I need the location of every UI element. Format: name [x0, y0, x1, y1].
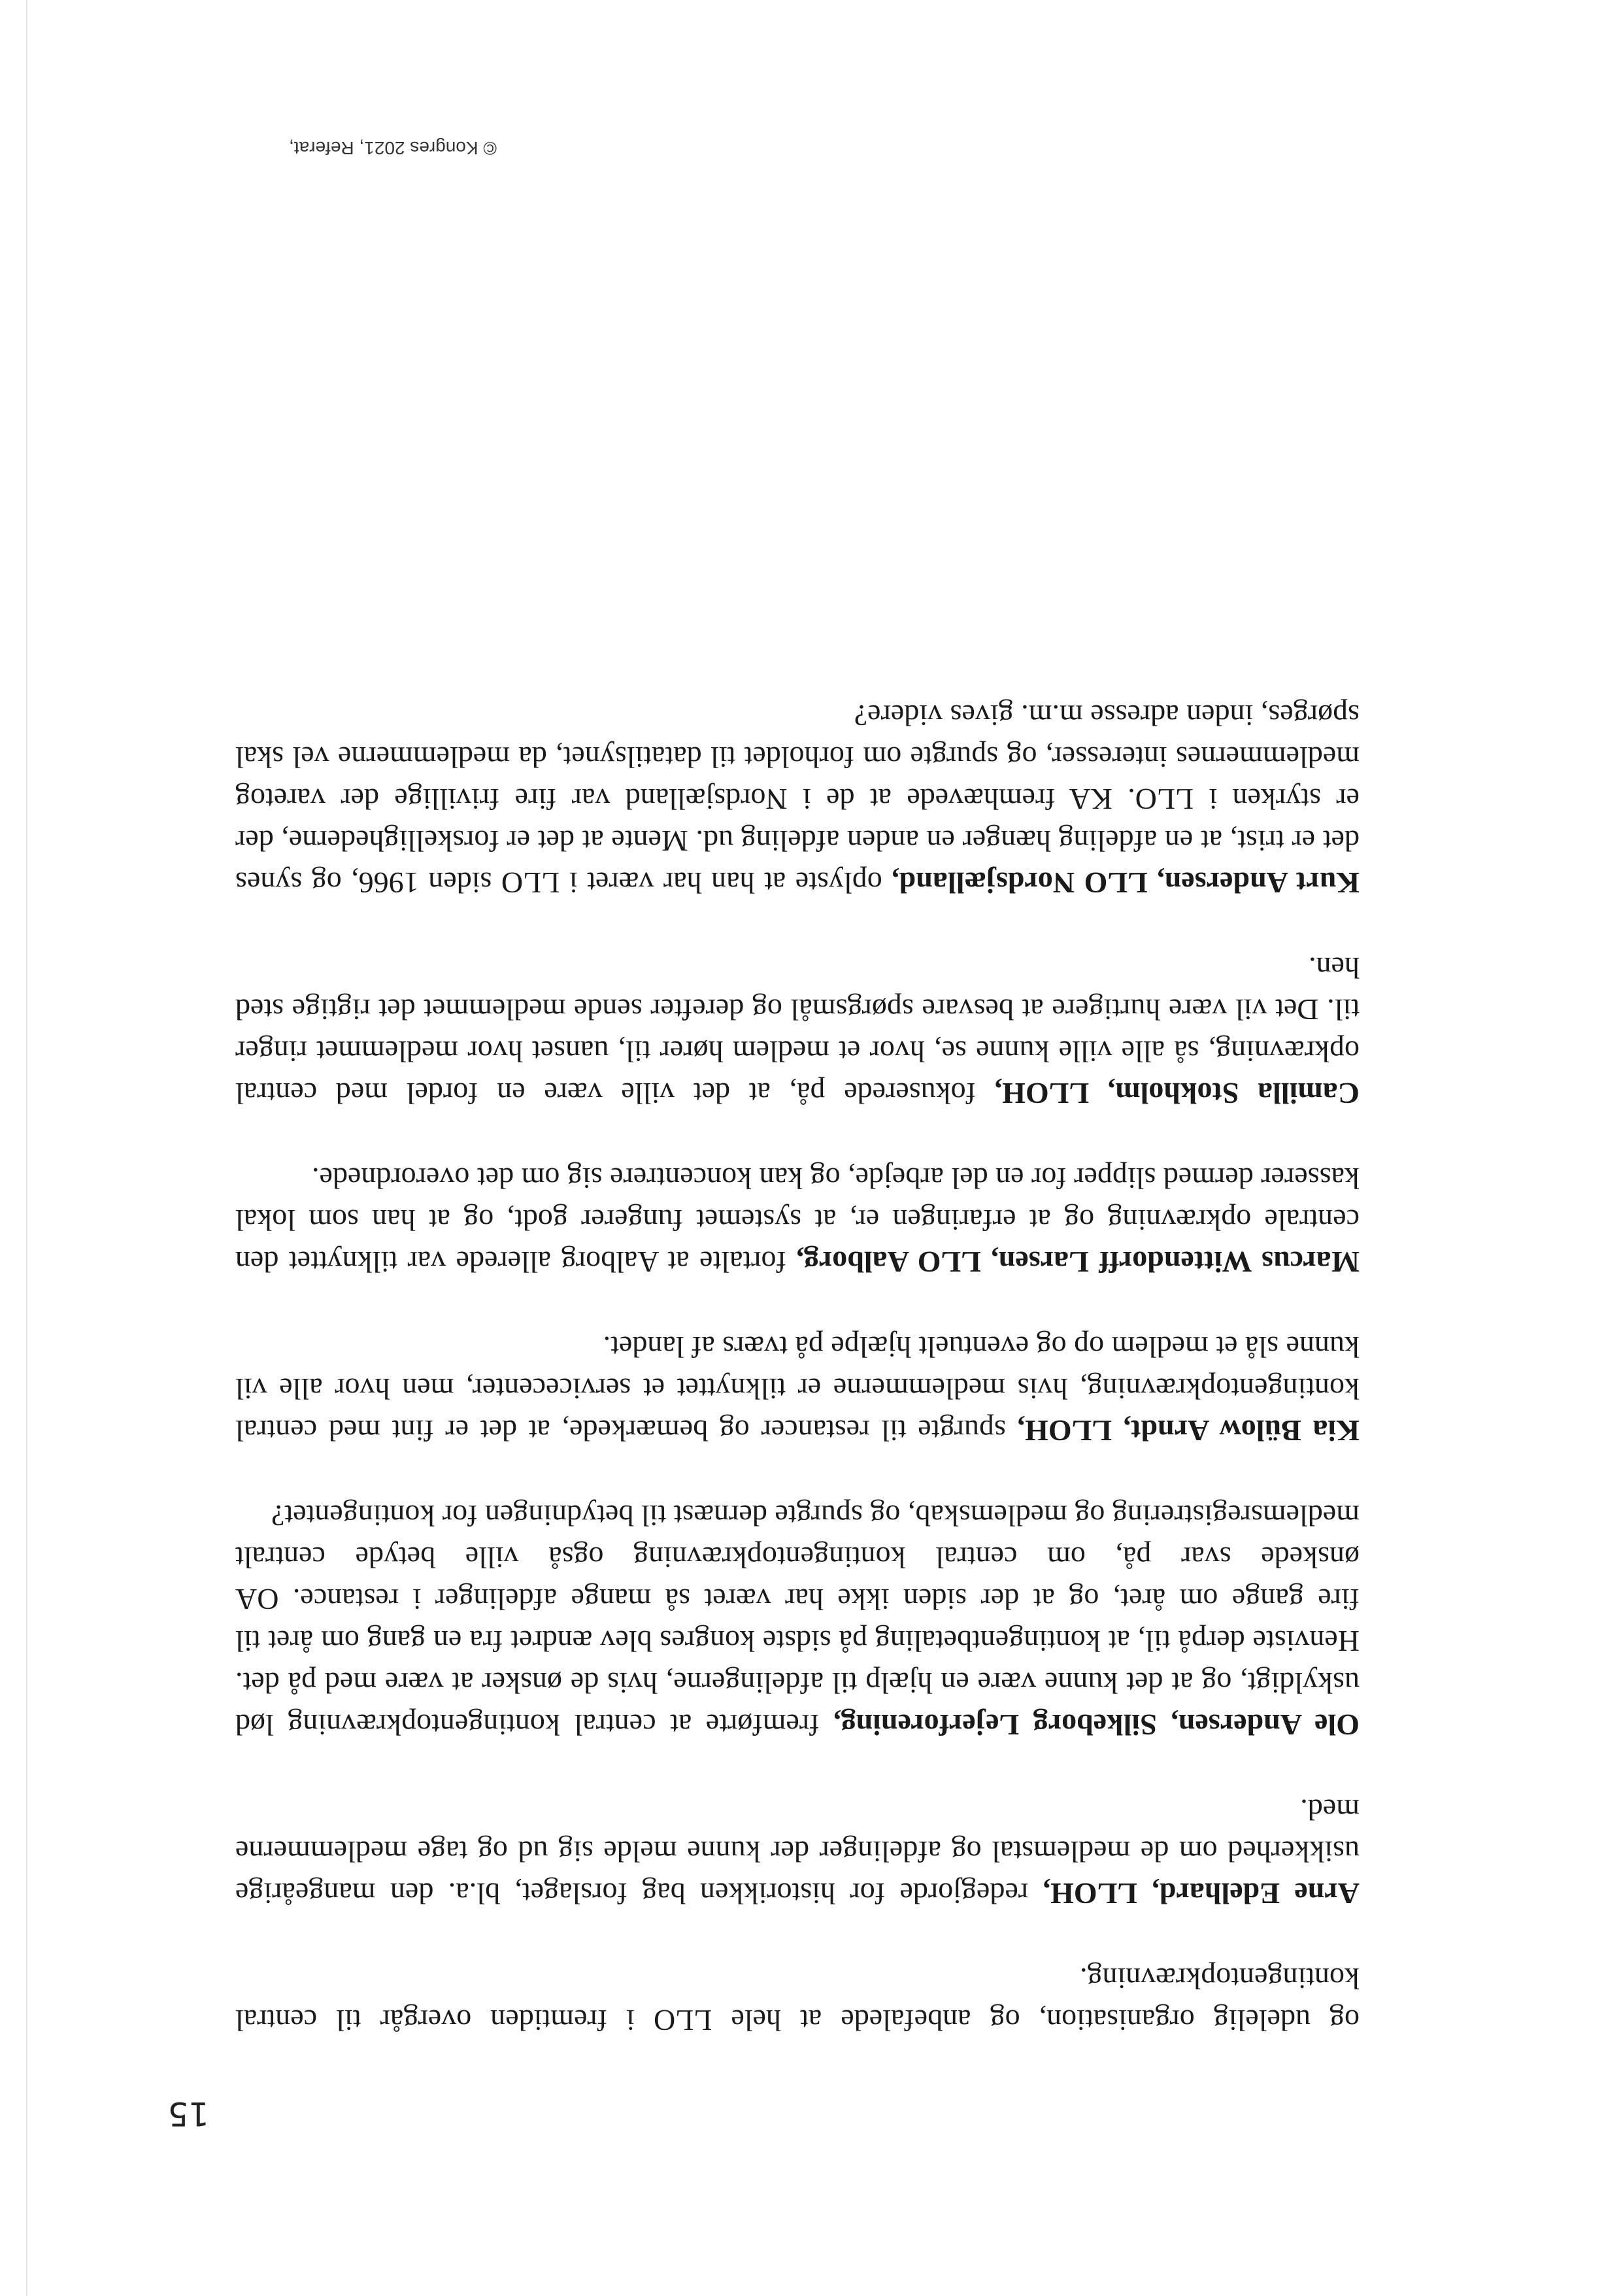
- paragraph: [235, 1157, 1360, 1283]
- paragraph: [235, 1326, 1360, 1451]
- paragraph: [235, 1494, 1360, 1746]
- speaker-name: Ole Andersen, Silkeborg Lejerforening,: [833, 1708, 1360, 1742]
- speaker-name: Camilla Stokholm, LLOH,: [994, 1077, 1360, 1110]
- footer: © Kongres 2021, Referat,: [289, 138, 497, 158]
- paragraph-text: fremførte at central kontingentopkrævning lød uskyldigt, og at det kunne være en hjælp til afdelingerne, hvis de ønsker at være med på det. Henviste derpå til, at kontingentbetaling på sidste kongres blev ændret fra en gang om året til fire gange om året, og at der siden ikke har været så mange afdelinger i restance. OA ønskede svar på, om central kontingentopkrævning også ville betyde centralt medlemsregistrering og medlemskab, og spurgte dernæst til betydningen for kontingentet?: [235, 1499, 1360, 1742]
- paragraph: [235, 694, 1360, 903]
- paragraph: [235, 1957, 1360, 2041]
- scan-edge: [26, 0, 27, 2296]
- paragraph-text: fortalte at Aalborg allerede var tilknyttet den centrale opkrævning og at erfaringen er, at systemet fungerer godt, og at han som lokal kasserer dermed slipper for en del arbejde, og kan koncentrere sig om det overordnede.: [235, 1162, 1360, 1279]
- paragraph-text: redegjorde for historikken bag forslaget, bl.a. den mangeårige usikkerhed om de medlemstal og afdelinger der kunne melde sig ud og tage medlemmerne med.: [235, 1793, 1360, 1910]
- paragraph-text: oplyste at han har været i LLO siden 1966, og synes det er trist, at en afdeling hænger en anden afdeling ud. Mente at det er forskellighederne, der er styrken i LLO. KA fremhævede at de i Nordsjælland var fire frivillige der varetog medlemmernes interesser, og spurgte om forholdet til datatilsynet, da medlemmerne vel skal spørges, inden adresse m.m. gives videre?: [235, 699, 1360, 900]
- minutes-body: [235, 651, 1360, 2041]
- paragraph-text: spurgte til restancer og bemærkede, at det er fint med central kontingentopkrævning, hvis medlemmerne er tilknyttet et servicecenter, men hvor alle vil kunne slå et medlem op og eventuelt hjælpe på tværs af landet.: [235, 1330, 1360, 1447]
- speaker-name: Arne Edelhard, LLOH,: [1043, 1877, 1360, 1910]
- speaker-name: Kia Bülow Arndt, LLOH,: [1017, 1414, 1360, 1447]
- paragraph: [235, 947, 1360, 1114]
- paragraph-text: og udelelig organisation, og anbefalede at hele LLO i fremtiden overgår til central kontingentopkrævning.: [235, 1962, 1360, 2037]
- paragraph-text: fokuserede på, at det ville være en fordel med central opkrævning, så alle ville kunne se, hvor et medlem hører til, uanset hvor medlemmet ringer til. Det vil være hurtigere at besvare spørgsmål og derefter sende medlemmet det rigtige sted hen.: [235, 951, 1360, 1110]
- paragraph: [235, 1789, 1360, 1914]
- speaker-name: Marcus Wittendorff Larsen, LLO Aalborg,: [796, 1245, 1360, 1279]
- speaker-name: Kurt Andersen, LLO Nordsjælland,: [892, 866, 1360, 900]
- page-number: 15: [167, 2095, 209, 2133]
